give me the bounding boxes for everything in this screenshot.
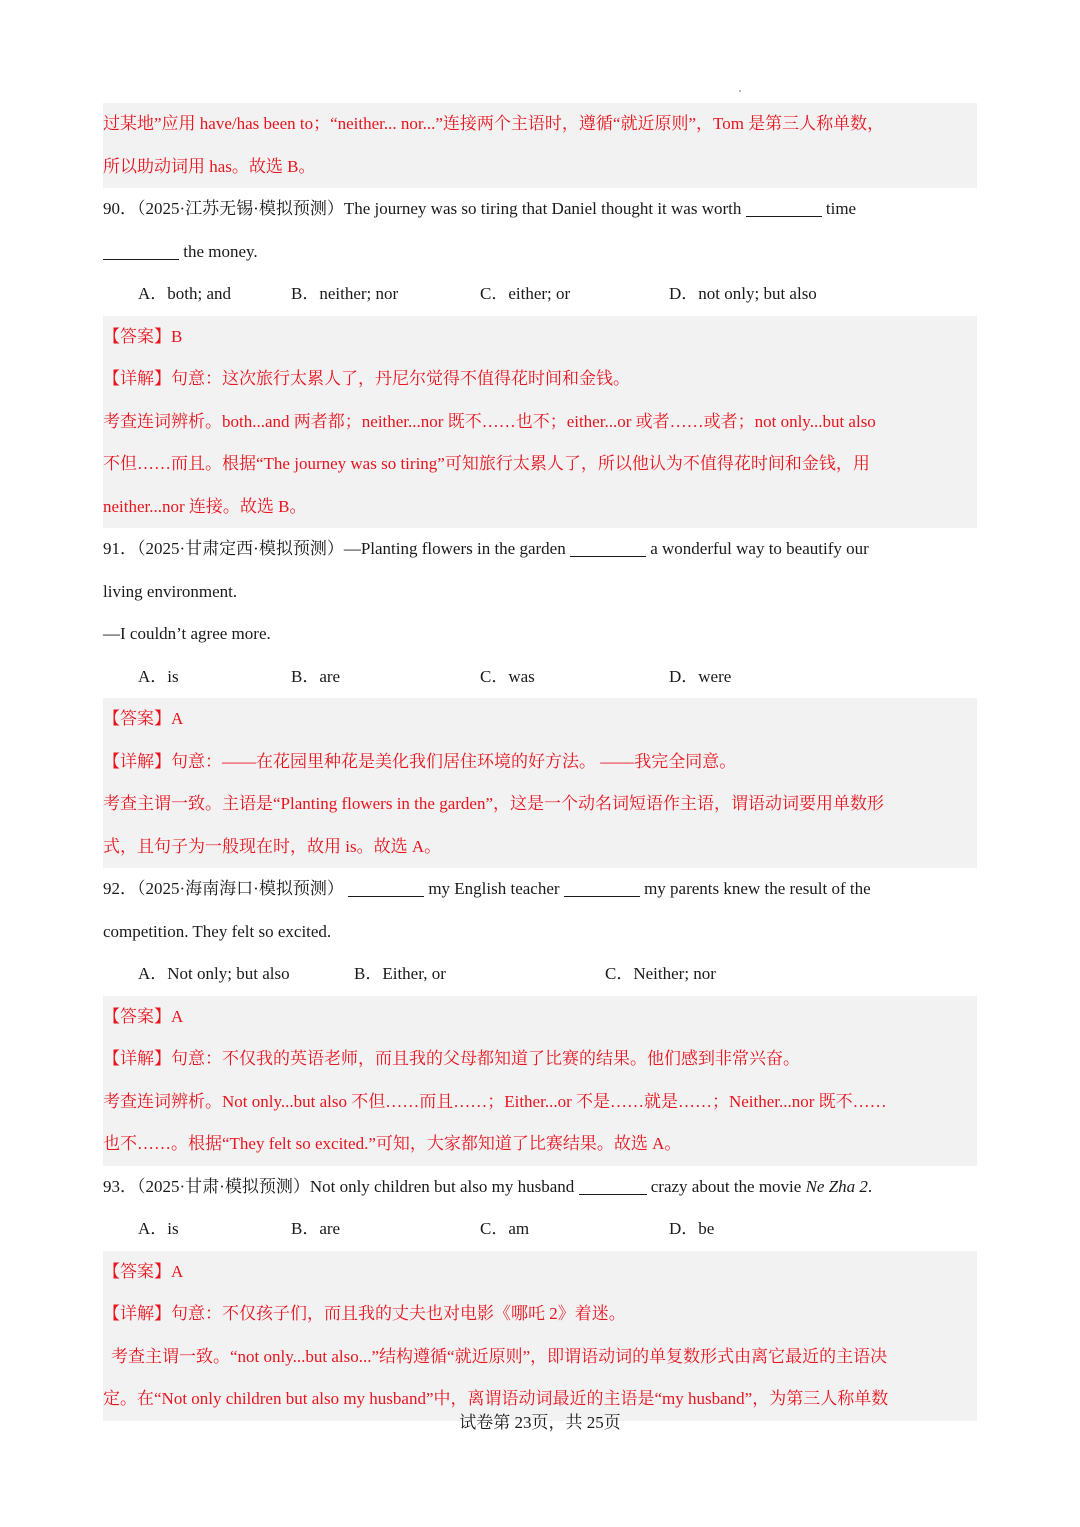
movie-title: Ne Zha 2	[805, 1176, 868, 1196]
page-footer: 试卷第 23页，共 25页	[459, 1413, 621, 1432]
answer-block	[103, 1251, 977, 1421]
answer-block	[103, 698, 977, 868]
answer-label: 【答案】A	[103, 1261, 184, 1281]
stray-dot	[739, 90, 741, 92]
answer-blank	[579, 1177, 647, 1195]
question-stem: competition. They felt so excited.	[103, 921, 332, 941]
stem-text: the money.	[183, 241, 258, 261]
answer-blank	[570, 539, 646, 557]
option-d: D．not only; but also	[669, 284, 817, 303]
answer-blank	[348, 879, 424, 897]
answer-label: 【答案】A	[103, 709, 184, 728]
stem-text: 91．（2025·甘肃定西·模拟预测）—Planting flowers in the garden	[103, 539, 566, 558]
option-a: A．both; and	[138, 284, 232, 303]
stem-text: crazy about the movie	[650, 1176, 802, 1196]
answer-block	[103, 316, 977, 529]
option-c: C．Neither; nor	[605, 964, 716, 983]
option-b: B．are	[291, 1219, 341, 1238]
option-c: C．was	[480, 666, 535, 686]
option-a: A．Not only; but also	[138, 964, 290, 983]
question-stem	[103, 231, 977, 274]
explanation-line: 不但……而且。根据“The journey was so tiring”可知旅行太累人了，所以他认为不值得花时间和金钱，用	[103, 454, 870, 473]
explanation-line: 也不……。根据“They felt so excited.”可知，大家都知道了比赛结果。故选 A。	[103, 1134, 682, 1153]
detail-text: 【详解】句意：——在花园里种花是美化我们居住环境的好方法。 ——我完全同意。	[103, 751, 737, 771]
stem-text: my English teacher	[428, 879, 560, 898]
question-90	[103, 188, 977, 528]
question-91	[103, 528, 977, 868]
question-stem: —I couldn’t agree more.	[103, 624, 271, 643]
stem-text: 90．（2025·江苏无锡·模拟预测）The journey was so tiring that Daniel thought it was worth	[103, 199, 742, 218]
stem-text: .	[867, 1176, 873, 1196]
option-a: A．is	[138, 1219, 179, 1238]
explanation-line: 考查主谓一致。“not only...but also...”结构遵循“就近原则”，即谓语动词的单复数形式由离它最近的主语决	[111, 1346, 888, 1366]
stem-text: a wonderful way to beautify our	[650, 539, 869, 558]
explanation-line: 考查连词辨析。both...and 两者都；neither...nor 既不……也不；either...or 或者……或者；not only...but also	[103, 411, 876, 431]
option-c: C．either; or	[480, 284, 571, 303]
page-content	[103, 103, 977, 1421]
option-d: D．be	[669, 1219, 715, 1238]
prev-explanation-line: 所以助动词用 has。故选 B。	[103, 156, 316, 176]
question-stem	[103, 868, 977, 911]
prev-explanation-line: 过某地”应用 have/has been to；“neither... nor...”连接两个主语时，遵循“就近原则”，Tom 是第三人称单数，	[103, 114, 885, 133]
answer-blank	[103, 242, 179, 260]
detail-text: 【详解】句意：不仅我的英语老师，而且我的父母都知道了比赛的结果。他们感到非常兴奋。	[103, 1049, 800, 1068]
answer-label: 【答案】A	[103, 1006, 184, 1026]
option-d: D．were	[669, 666, 732, 686]
options-row	[103, 656, 977, 699]
answer-blank	[564, 879, 640, 897]
options-row	[103, 953, 977, 996]
answer-label: 【答案】B	[103, 326, 183, 346]
option-a: A．is	[138, 666, 179, 686]
explanation-line: 定。在“Not only children but also my husband”中，离谓语动词最近的主语是“my husband”，为第三人称单数	[103, 1389, 889, 1408]
stem-text: 92．（2025·海南海口·模拟预测）	[103, 879, 344, 898]
explanation-line: neither...nor 连接。故选 B。	[103, 496, 307, 516]
options-row	[103, 1208, 977, 1251]
option-c: C．am	[480, 1219, 530, 1238]
question-stem	[103, 528, 977, 571]
detail-text: 【详解】句意：这次旅行太累人了，丹尼尔觉得不值得花时间和金钱。	[103, 369, 630, 388]
explanation-line: 考查连词辨析。Not only...but also 不但……而且……；Either...or 不是……就是……；Neither...nor 既不……	[103, 1091, 887, 1111]
stem-text: my parents knew the result of the	[644, 879, 871, 898]
explanation-line: 式，且句子为一般现在时，故用 is。故选 A。	[103, 836, 442, 856]
answer-block	[103, 996, 977, 1166]
options-row	[103, 273, 977, 316]
question-stem: living environment.	[103, 581, 238, 601]
stem-text: 93．（2025·甘肃·模拟预测）Not only children but also my husband	[103, 1176, 575, 1196]
question-92	[103, 868, 977, 1166]
question-stem	[103, 1166, 977, 1209]
explanation-line: 考查主谓一致。主语是“Planting flowers in the garden”，这是一个动名词短语作主语，谓语动词要用单数形	[103, 794, 884, 813]
answer-blank	[746, 199, 822, 217]
option-b: B．are	[291, 666, 341, 686]
question-93	[103, 1166, 977, 1421]
prev-explanation	[103, 103, 977, 188]
question-stem	[103, 188, 977, 231]
option-b: B．neither; nor	[291, 284, 399, 303]
stem-text: time	[825, 199, 857, 218]
option-b: B．Either, or	[354, 964, 446, 983]
detail-text: 【详解】句意：不仅孩子们，而且我的丈夫也对电影《哪吒 2》着迷。	[103, 1304, 626, 1323]
